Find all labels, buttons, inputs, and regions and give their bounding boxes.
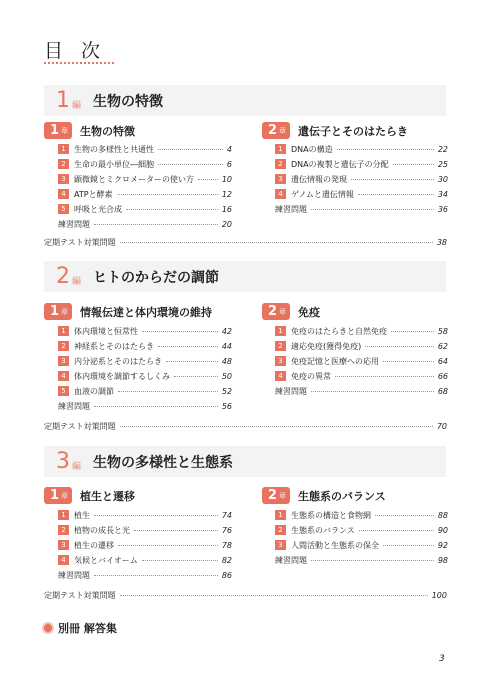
section-label: 練習問題: [275, 386, 307, 396]
toc-entry[interactable]: [275, 143, 448, 155]
toc-entry-practice[interactable]: [58, 218, 232, 230]
section-label: 植生: [74, 510, 90, 520]
page-ref: 100: [431, 590, 447, 600]
section-label: ATPと酵素: [74, 189, 113, 199]
chapter-title: 遺伝子とそのはたらき: [298, 124, 409, 138]
bullet-icon: [44, 624, 52, 632]
hen-1-header: [44, 85, 446, 116]
section-label: 生態系の構造と食物網: [291, 510, 371, 520]
section-label: 練習問題: [58, 219, 90, 229]
section-label: 練習問題: [275, 204, 307, 214]
section-label: ゲノムと遺伝情報: [291, 189, 354, 199]
section-label: 生命の最小単位―細胞: [74, 159, 154, 169]
leader-dots: [311, 560, 434, 561]
chapter-badge: [44, 303, 72, 320]
chapter-unit: 章: [279, 126, 287, 135]
page-ref: 74: [221, 510, 232, 520]
page-ref: 48: [221, 356, 232, 366]
chapter-number: 1: [50, 488, 60, 503]
section-label: 神経系とそのはたらき: [74, 341, 154, 351]
leader-dots: [94, 406, 218, 407]
leader-dots: [311, 209, 434, 210]
chapter-1-1-header: [44, 122, 135, 139]
leader-dots: [134, 530, 218, 531]
toc-entry-practice[interactable]: [58, 400, 232, 412]
toc-entry-practice[interactable]: [275, 203, 448, 215]
toc-entry[interactable]: [58, 539, 232, 551]
section-number: 1: [275, 326, 286, 336]
page-ref: 12: [221, 189, 232, 199]
leader-dots: [120, 242, 433, 243]
title-underline: [44, 62, 114, 64]
chapter-number: 2: [268, 304, 278, 319]
leader-dots: [120, 426, 433, 427]
section-label: 呼吸と光合成: [74, 204, 122, 214]
chapter-unit: 章: [61, 307, 69, 316]
leader-dots: [383, 545, 434, 546]
section-number: 1: [58, 144, 69, 154]
leader-dots: [375, 515, 434, 516]
chapter-title: 免疫: [298, 305, 321, 319]
page-ref: 98: [437, 555, 448, 565]
toc-entry[interactable]: [58, 158, 232, 170]
toc-entry[interactable]: [275, 370, 448, 382]
hen-unit: 編: [72, 462, 82, 472]
section-number: 5: [58, 204, 69, 214]
page-ref: 4: [226, 144, 232, 154]
chapter-unit: 章: [279, 491, 287, 500]
section-number: 3: [58, 356, 69, 366]
section-number: 3: [275, 174, 286, 184]
leader-dots: [358, 194, 434, 195]
toc-entry[interactable]: [58, 509, 232, 521]
page-ref: 34: [437, 189, 448, 199]
leader-dots: [351, 179, 434, 180]
chapter-badge: [262, 487, 290, 504]
page-ref: 25: [437, 159, 448, 169]
section-number: 2: [275, 159, 286, 169]
section-number: 5: [58, 386, 69, 396]
toc-entry[interactable]: [58, 143, 232, 155]
hen-number: 2: [56, 263, 70, 289]
toc-entry-practice[interactable]: [275, 554, 448, 566]
toc-entry[interactable]: [58, 203, 232, 215]
chapter-title: 情報伝達と体内環境の維持: [80, 305, 213, 319]
chapter-unit: 章: [61, 126, 69, 135]
leader-dots: [142, 331, 218, 332]
page-ref: 88: [437, 510, 448, 520]
section-number: 2: [58, 159, 69, 169]
toc-entry[interactable]: [58, 370, 232, 382]
section-label: 練習問題: [275, 555, 307, 565]
page-ref: 76: [221, 525, 232, 535]
section-label: 練習問題: [58, 570, 90, 580]
section-number: 3: [58, 540, 69, 550]
answer-booklet-label: 別冊 解答集: [58, 622, 117, 635]
hen-title: 生物の多様性と生態系: [93, 454, 234, 471]
section-label: 免疫記憶と医療への応用: [291, 356, 379, 366]
section-number: 1: [275, 510, 286, 520]
toc-entry[interactable]: [275, 524, 448, 536]
toc-entry[interactable]: [58, 173, 232, 185]
page-ref: 44: [221, 341, 232, 351]
section-label: 適応免疫(獲得免疫): [291, 341, 362, 351]
leader-dots: [166, 361, 218, 362]
chapter-number: 1: [50, 123, 60, 138]
section-label: 生態系のバランス: [291, 525, 355, 535]
section-number: 1: [58, 326, 69, 336]
chapter-3-1-header: [44, 487, 135, 504]
toc-entry[interactable]: [58, 325, 232, 337]
chapter-1-2-header: [262, 122, 408, 139]
chapter-2-2-header: [262, 303, 320, 320]
leader-dots: [120, 595, 428, 596]
leader-dots: [335, 376, 434, 377]
page-number: 3: [439, 654, 445, 664]
toc-entry[interactable]: [275, 188, 448, 200]
toc-entry[interactable]: [58, 385, 232, 397]
page-ref: 6: [226, 159, 232, 169]
leader-dots: [337, 149, 434, 150]
hen-number: 3: [56, 448, 70, 474]
teiki-label: 定期テスト対策問題: [44, 590, 116, 600]
chapter-unit: 章: [279, 307, 287, 316]
leader-dots: [391, 331, 434, 332]
chapter-title: 生物の特徴: [80, 124, 136, 138]
chapter-3-2-header: [262, 487, 386, 504]
page-ref: 42: [221, 326, 232, 336]
page-ref: 92: [437, 540, 448, 550]
leader-dots: [142, 560, 218, 561]
toc-entry[interactable]: [275, 509, 448, 521]
chapter-badge: [262, 122, 290, 139]
chapter-title: 生態系のバランス: [298, 489, 386, 503]
section-label: DNAの複製と遺伝子の分配: [291, 159, 389, 169]
section-label: 生物の多様性と共通性: [74, 144, 154, 154]
page-ref: 82: [221, 555, 232, 565]
section-label: 免疫の異常: [291, 371, 331, 381]
section-number: 2: [275, 341, 286, 351]
hen-title: 生物の特徴: [93, 93, 164, 110]
section-number: 3: [275, 356, 286, 366]
section-label: DNAの構造: [291, 144, 333, 154]
chapter-number: 2: [268, 123, 278, 138]
leader-dots: [198, 179, 218, 180]
leader-dots: [158, 164, 223, 165]
section-label: 顕微鏡とミクロメーターの使い方: [74, 174, 194, 184]
page-ref: 20: [221, 219, 232, 229]
section-number: 1: [275, 144, 286, 154]
page-ref: 50: [221, 371, 232, 381]
leader-dots: [94, 515, 218, 516]
section-label: 遺伝情報の発現: [291, 174, 347, 184]
section-number: 1: [58, 510, 69, 520]
section-label: 免疫のはたらきと自然免疫: [291, 326, 387, 336]
leader-dots: [158, 346, 218, 347]
page-ref: 22: [437, 144, 448, 154]
chapter-badge: [44, 487, 72, 504]
leader-dots: [174, 376, 218, 377]
section-label: 人間活動と生態系の保全: [291, 540, 379, 550]
chapter-number: 2: [268, 488, 278, 503]
leader-dots: [383, 361, 434, 362]
leader-dots: [393, 164, 434, 165]
leader-dots: [311, 391, 434, 392]
chapter-title: 植生と遷移: [80, 489, 136, 503]
page-ref: 70: [436, 421, 447, 431]
page-ref: 58: [437, 326, 448, 336]
section-number: 4: [275, 371, 286, 381]
toc-title: 目 次: [44, 40, 107, 62]
page-ref: 52: [221, 386, 232, 396]
leader-dots: [365, 346, 434, 347]
toc-entry[interactable]: [58, 524, 232, 536]
hen-2-header: [44, 261, 446, 292]
hen-3-header: [44, 446, 446, 477]
chapter-badge: [262, 303, 290, 320]
page-ref: 36: [437, 204, 448, 214]
toc-entry[interactable]: [58, 340, 232, 352]
section-label: 内分泌系とそのはたらき: [74, 356, 162, 366]
leader-dots: [117, 194, 218, 195]
toc-entry[interactable]: [275, 158, 448, 170]
leader-dots: [94, 224, 218, 225]
hen-unit: 編: [72, 101, 82, 111]
page-ref: 16: [221, 204, 232, 214]
section-label: 血液の調節: [74, 386, 114, 396]
section-label: 気候とバイオーム: [74, 555, 138, 565]
section-label: 植物の成長と光: [74, 525, 130, 535]
page-ref: 86: [221, 570, 232, 580]
leader-dots: [94, 575, 218, 576]
section-label: 植生の遷移: [74, 540, 114, 550]
toc-entry[interactable]: [275, 173, 448, 185]
toc-entry-practice[interactable]: [58, 569, 232, 581]
chapter-2-1-header: [44, 303, 212, 320]
section-number: 2: [58, 525, 69, 535]
page-ref: 10: [221, 174, 232, 184]
section-number: 4: [58, 555, 69, 565]
section-number: 4: [58, 189, 69, 199]
toc-entry-practice[interactable]: [275, 385, 448, 397]
toc-entry[interactable]: [275, 340, 448, 352]
toc-entry[interactable]: [275, 539, 448, 551]
toc-entry-teiki[interactable]: [44, 420, 447, 432]
section-number: 2: [275, 525, 286, 535]
toc-entry[interactable]: [275, 325, 448, 337]
page-ref: 90: [437, 525, 448, 535]
section-label: 練習問題: [58, 401, 90, 411]
toc-entry-teiki[interactable]: [44, 589, 447, 601]
toc-entry[interactable]: [58, 554, 232, 566]
page-ref: 68: [437, 386, 448, 396]
hen-title: ヒトのからだの調節: [93, 269, 220, 286]
hen-unit: 編: [72, 277, 82, 287]
chapter-number: 1: [50, 304, 60, 319]
leader-dots: [118, 545, 218, 546]
answer-booklet-entry[interactable]: [44, 620, 117, 636]
chapter-badge: [44, 122, 72, 139]
page-ref: 38: [436, 237, 447, 247]
toc-entry[interactable]: [275, 355, 448, 367]
page-ref: 66: [437, 371, 448, 381]
section-label: 体内環境を調節するしくみ: [74, 371, 170, 381]
teiki-label: 定期テスト対策問題: [44, 237, 116, 247]
page-ref: 62: [437, 341, 448, 351]
page-ref: 78: [221, 540, 232, 550]
page-ref: 56: [221, 401, 232, 411]
page-ref: 30: [437, 174, 448, 184]
leader-dots: [126, 209, 218, 210]
leader-dots: [158, 149, 223, 150]
leader-dots: [359, 530, 434, 531]
toc-entry-teiki[interactable]: [44, 236, 447, 248]
section-label: 体内環境と恒常性: [74, 326, 138, 336]
section-number: 2: [58, 341, 69, 351]
page-ref: 64: [437, 356, 448, 366]
leader-dots: [118, 391, 218, 392]
chapter-unit: 章: [61, 491, 69, 500]
section-number: 3: [275, 540, 286, 550]
section-number: 3: [58, 174, 69, 184]
toc-entry[interactable]: [58, 188, 232, 200]
toc-entry[interactable]: [58, 355, 232, 367]
section-number: 4: [275, 189, 286, 199]
hen-number: 1: [56, 87, 70, 113]
section-number: 4: [58, 371, 69, 381]
teiki-label: 定期テスト対策問題: [44, 421, 116, 431]
